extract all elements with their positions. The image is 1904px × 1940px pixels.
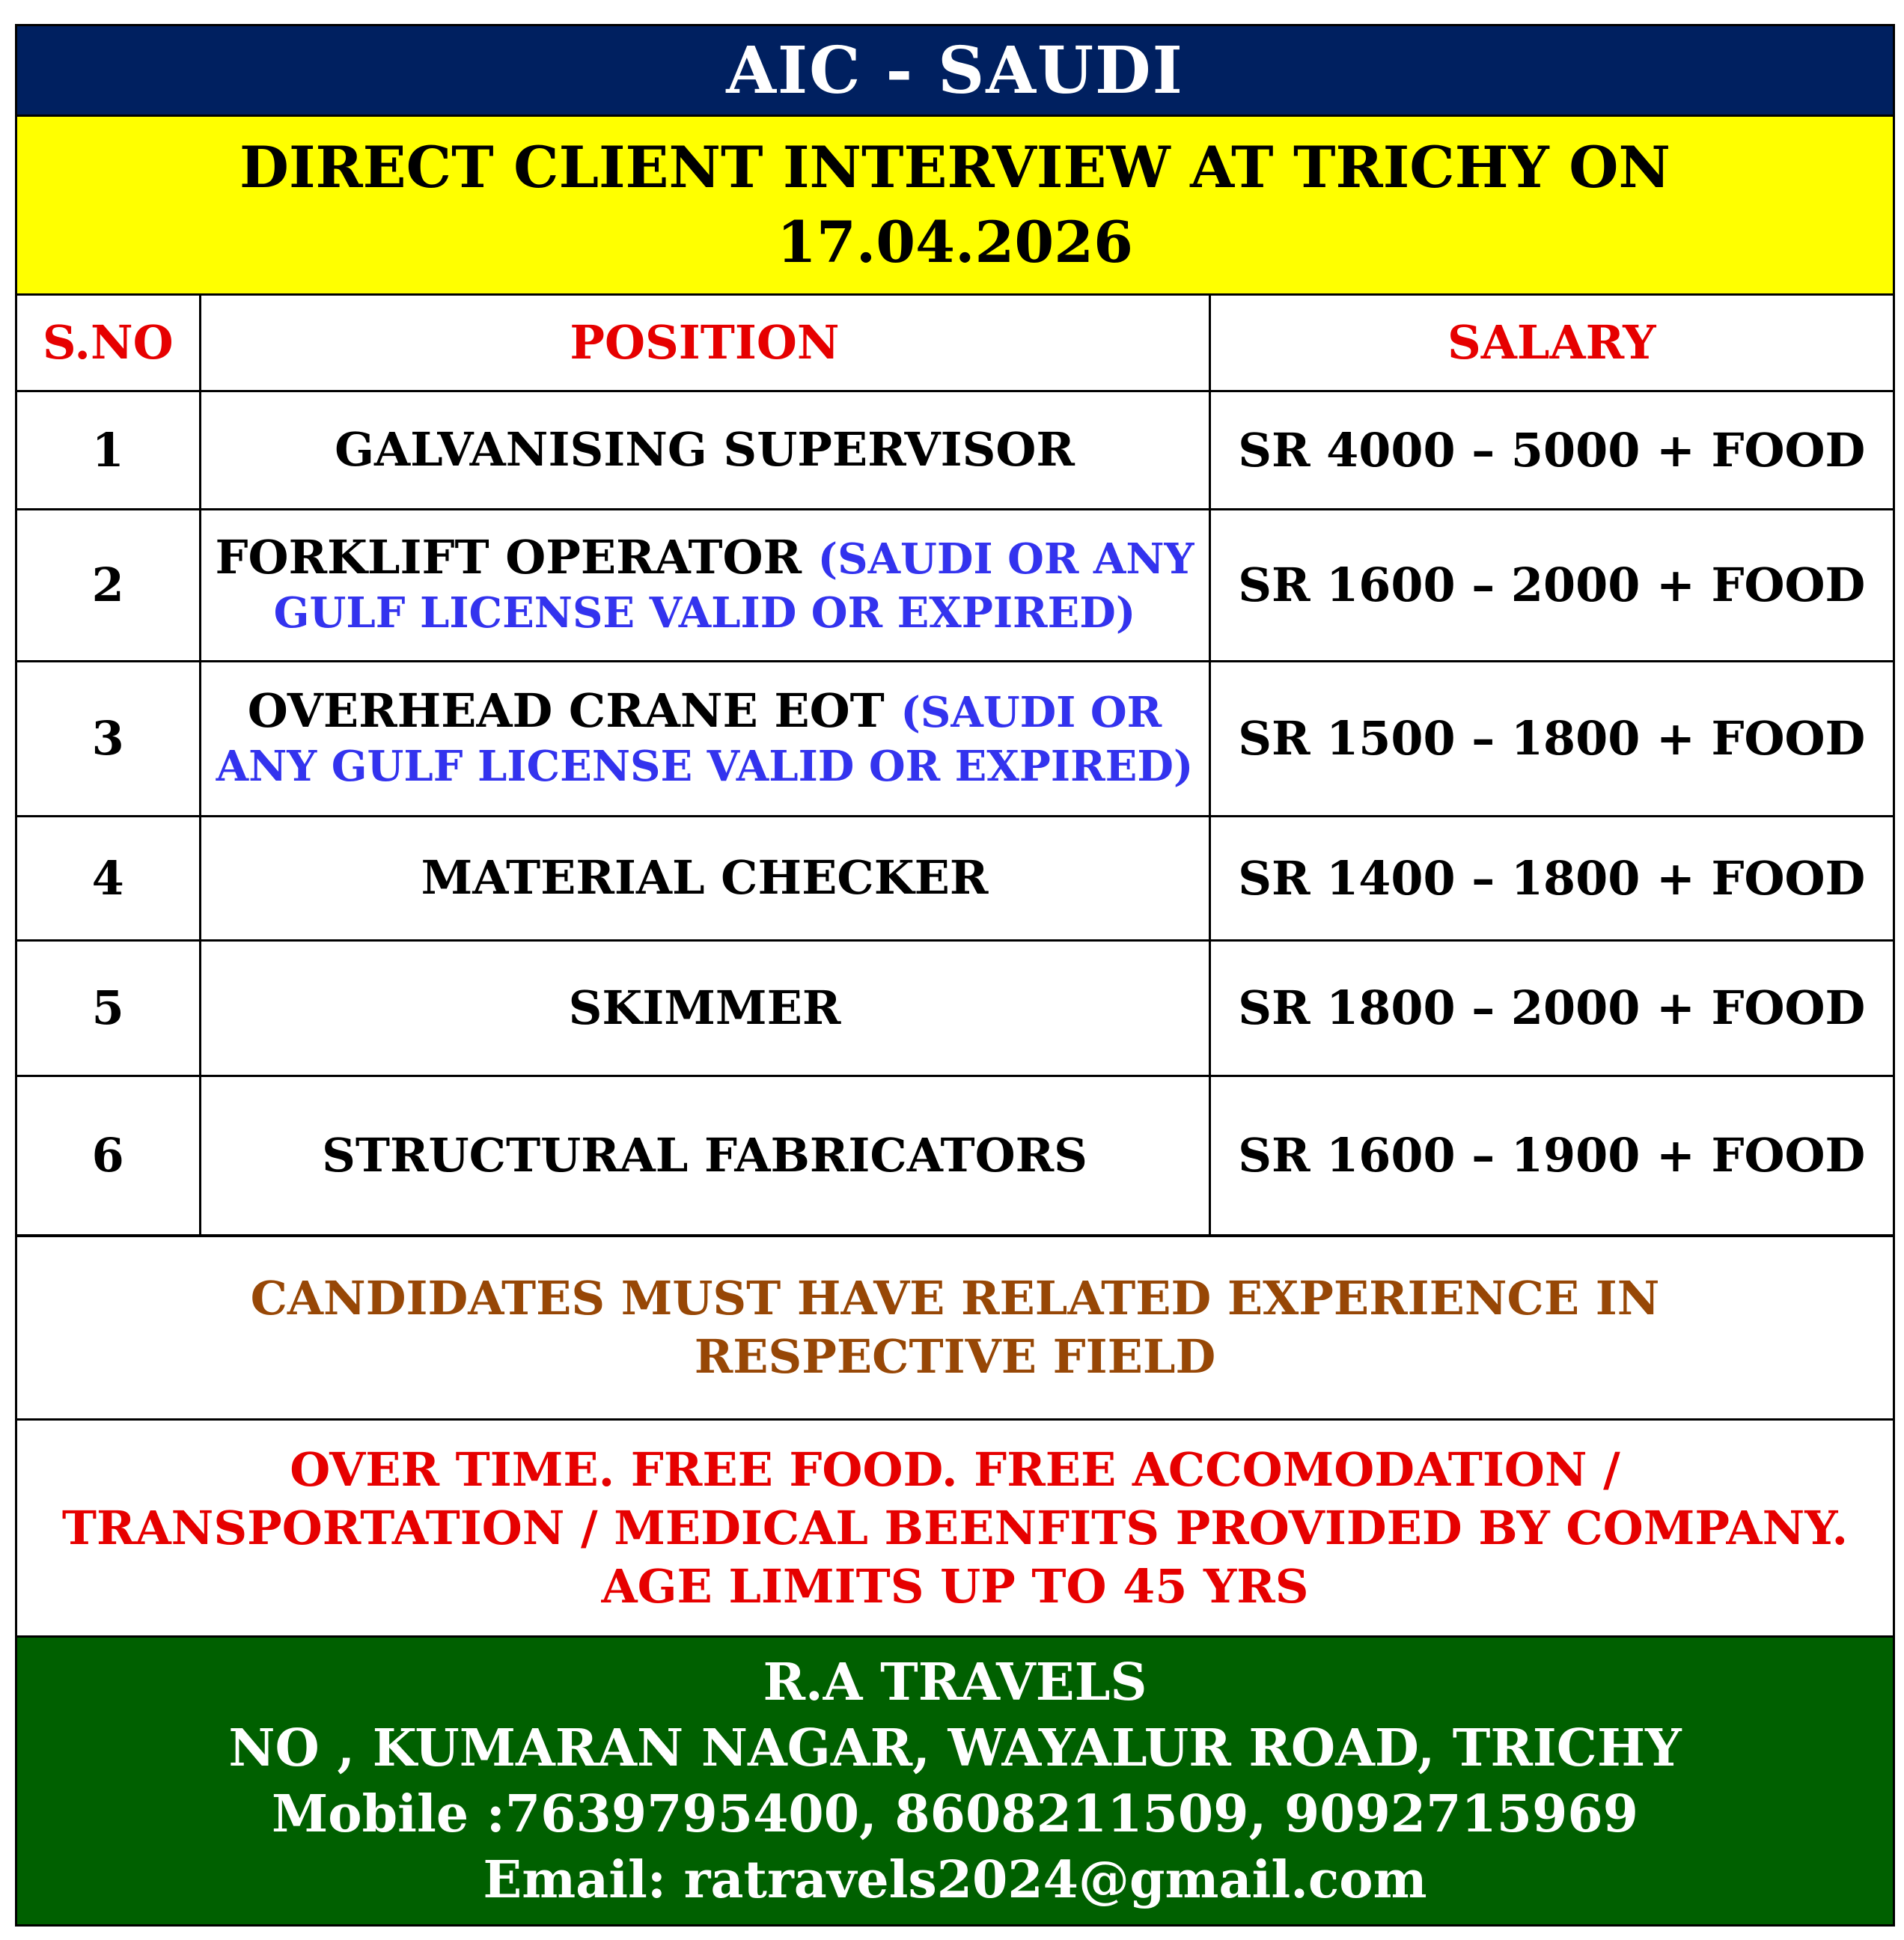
- benefits-section: [17, 1421, 1893, 1638]
- experience-requirement: [17, 1235, 1893, 1421]
- benefits-line-1: OVER TIME. FREE FOOD. FREE ACCOMODATION /: [290, 1442, 1620, 1497]
- position-title: STRUCTURAL FABRICATORS: [322, 1127, 1087, 1183]
- company-address: NO , KUMARAN NAGAR, WAYALUR ROAD, TRICHY: [228, 1718, 1682, 1778]
- column-header-sno: S.NO: [17, 296, 200, 391]
- position-title: OVERHEAD CRANE EOT: [247, 683, 885, 738]
- row-salary: SR 1600 – 1900 + FOOD: [1209, 1076, 1893, 1235]
- row-sno: 1: [17, 391, 200, 509]
- row-salary: SR 1800 – 2000 + FOOD: [1209, 940, 1893, 1076]
- table-row: [17, 816, 1893, 940]
- column-header-position: POSITION: [200, 296, 1209, 391]
- contact-section: [17, 1638, 1893, 1924]
- row-salary: SR 1500 – 1800 + FOOD: [1209, 661, 1893, 816]
- table-row: [17, 1076, 1893, 1235]
- row-sno: 4: [17, 816, 200, 940]
- row-sno: 2: [17, 509, 200, 661]
- position-title: SKIMMER: [568, 980, 841, 1035]
- company-name: R.A TRAVELS: [763, 1652, 1147, 1712]
- interview-line-1: DIRECT CLIENT INTERVIEW AT TRICHY ON: [239, 134, 1670, 201]
- age-limit: AGE LIMITS UP TO 45 YRS: [601, 1558, 1309, 1614]
- row-position: [200, 1076, 1209, 1235]
- flyer-title: [17, 26, 1893, 117]
- row-salary: SR 1400 – 1800 + FOOD: [1209, 816, 1893, 940]
- row-sno: 5: [17, 940, 200, 1076]
- flyer-title-text: AIC - SAUDI: [726, 32, 1184, 109]
- license-note: (SAUDI OR ANY GULF LICENSE VALID OR EXPIRED): [273, 534, 1194, 638]
- benefits-line-2: TRANSPORTATION / MEDICAL BEENFITS PROVIDED BY COMPANY.: [61, 1500, 1849, 1555]
- table-row: [17, 391, 1893, 509]
- position-title: FORKLIFT OPERATOR: [215, 529, 802, 585]
- license-note: (SAUDI OR ANY GULF LICENSE VALID OR EXPIRED): [216, 687, 1194, 791]
- experience-line-2: RESPECTIVE FIELD: [694, 1329, 1216, 1384]
- position-title: MATERIAL CHECKER: [421, 850, 989, 905]
- row-position: [200, 816, 1209, 940]
- positions-table: [17, 296, 1893, 1236]
- row-position: [200, 391, 1209, 509]
- row-position: [200, 661, 1209, 816]
- experience-line-1: CANDIDATES MUST HAVE RELATED EXPERIENCE IN: [250, 1271, 1660, 1326]
- row-salary: SR 1600 – 2000 + FOOD: [1209, 509, 1893, 661]
- row-sno: 6: [17, 1076, 200, 1235]
- mobile-numbers: Mobile :7639795400, 8608211509, 9092715969: [271, 1784, 1638, 1844]
- email-address: Email: ratravels2024@gmail.com: [483, 1849, 1427, 1910]
- interview-banner: [17, 117, 1893, 296]
- job-flyer: [15, 24, 1895, 1927]
- table-row: [17, 661, 1893, 816]
- row-position: [200, 509, 1209, 661]
- row-position: [200, 940, 1209, 1076]
- table-row: [17, 509, 1893, 661]
- row-sno: 3: [17, 661, 200, 816]
- row-salary: SR 4000 – 5000 + FOOD: [1209, 391, 1893, 509]
- table-row: [17, 940, 1893, 1076]
- table-header-row: [17, 296, 1893, 391]
- position-title: GALVANISING SUPERVISOR: [335, 422, 1075, 477]
- interview-date: 17.04.2026: [777, 209, 1133, 275]
- column-header-salary: SALARY: [1209, 296, 1893, 391]
